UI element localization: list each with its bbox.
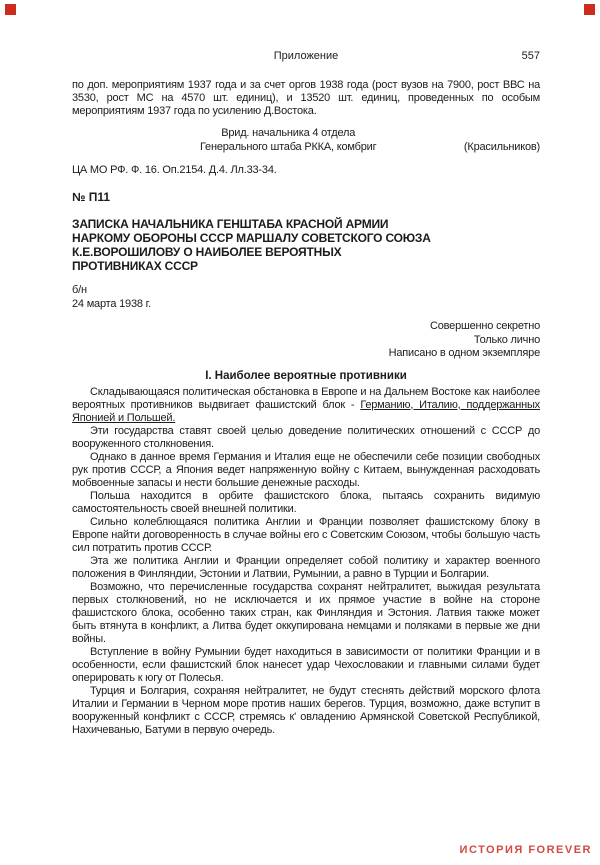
- underlined-phrase: Германию, Италию, поддержанных Японией и Польшей.: [72, 398, 540, 424]
- classification-line: Совершенно секретно: [429, 320, 540, 332]
- watermark-text: ИСТОРИЯ FOREVER: [459, 844, 592, 856]
- signature-name: (Красильников): [463, 141, 540, 153]
- signature-titles: [200, 126, 376, 154]
- document-title-line: НАРКОМУ ОБОРОНЫ СССР МАРШАЛУ СОВЕТСКОГО СОЮЗА: [72, 231, 431, 245]
- running-header-title: Приложение: [273, 50, 339, 62]
- document-date: 24 марта 1938 г.: [72, 298, 151, 310]
- page-number: 557: [521, 50, 540, 62]
- paragraph: Турция и Болгария, сохраняя нейтралитет, не будут стеснять действий морского флота Италии и Германии в Черном море против наших берегов. Турция, возможно, даже вступит в вооруженный конфликт с СССР, стремясь к' овладению Армянской Советской Республикой, Нахичеванью, Батуми в первую очередь.: [72, 684, 540, 736]
- classification-block: [72, 320, 540, 361]
- continuation-paragraph: по доп. мероприятиям 1937 года и за счет оргов 1938 года (рост вузов на 7900, рост ВВС на 3530, рост МС на 4570 шт. единиц), и 13520 шт. единиц, проведенных по особым мероприятиям 1937 года по усилению Д.Востока.: [72, 79, 540, 117]
- paragraph: Польша находится в орбите фашистского блока, пытаясь сохранить видимую самостоятельность своей внешней политики.: [72, 489, 540, 515]
- document-title-line: ЗАПИСКА НАЧАЛЬНИКА ГЕНШТАБА КРАСНОЙ АРМИИ: [72, 217, 389, 231]
- signature-block: [72, 126, 540, 154]
- classification-line: Только лично: [473, 333, 540, 346]
- document-title-line: ПРОТИВНИКАХ СССР: [72, 259, 198, 273]
- page-header: [72, 50, 540, 63]
- document-number: № П11: [72, 190, 111, 204]
- paragraph-text: Складывающаяся политическая обстановка в Европе и на Дальнем Востоке как наиболее вероятных противников выдвигает фашистский блок -: [72, 385, 540, 411]
- paragraph: Эти государства ставят своей целью доведение политических отношений с СССР до вооруженного столкновения.: [72, 424, 540, 450]
- document-title-line: К.Е.ВОРОШИЛОВУ О НАИБОЛЕЕ ВЕРОЯТНЫХ: [72, 245, 342, 259]
- archive-reference: ЦА МО РФ. Ф. 16. Оп.2154. Д.4. Лл.33-34.: [72, 164, 277, 176]
- red-corner-mark-left: [5, 4, 16, 15]
- paragraph: Возможно, что перечисленные государства сохранят нейтралитет, выжидая результата первых столкновений, но не исключается и их прямое участие в войне на стороне фашистского блока, особенно таких стран, как Финляндия и Эстония. Латвия также может быть втянута в конфликт, а Литва будет оккупирована немцами и поляками в первые же дни войны.: [72, 580, 540, 645]
- document-title: [72, 217, 540, 273]
- document-ref-number: б/н: [72, 284, 87, 296]
- section-heading: I. Наиболее вероятные противники: [205, 369, 407, 382]
- paragraph: Эта же политика Англии и Франции определяет собой политику и характер военного положения в Финляндии, Эстонии и Латвии, Румынии, а равно в Турции и Болгарии.: [72, 554, 540, 580]
- signature-title-line-1: Врид. начальника 4 отдела: [221, 127, 356, 139]
- paragraph: [72, 386, 540, 425]
- paragraph: Однако в данное время Германия и Италия еще не обеспечили себе позиции свободных рук против СССР, а Япония ведет напряженную войну с Китаем, вынужденная расходовать мобвоенные запасы и нести большие денежные расходы.: [72, 450, 540, 489]
- classification-line: Написано в одном экземпляре: [388, 347, 540, 359]
- document-meta: [72, 283, 540, 311]
- red-corner-mark-right: [584, 4, 595, 15]
- signature-title-line-2: Генерального штаба РККА, комбриг: [200, 141, 377, 153]
- paragraph: Сильно колеблющаяся политика Англии и Франции позволяет фашистскому блоку в Европе найти договоренность в случае войны его с Советским Союзом, чтобы большую часть сил потратить против СССР.: [72, 515, 540, 554]
- paragraph: Вступление в войну Румынии будет находиться в зависимости от политики Франции и в особенности, если фашистский блок нанесет удар Чехословакии и главными силами будет оперировать к югу от Полесья.: [72, 645, 540, 684]
